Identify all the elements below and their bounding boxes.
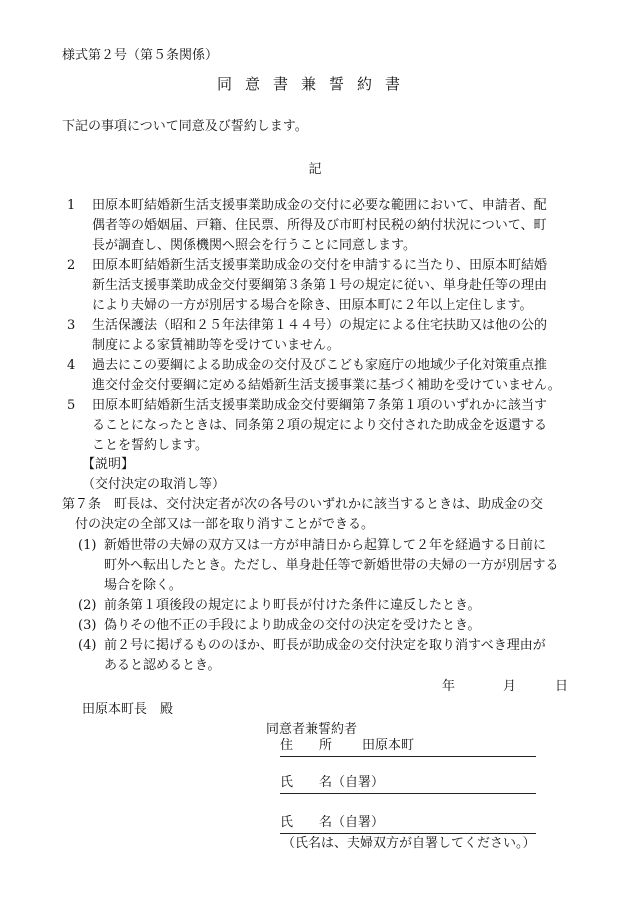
signer-title: 同意者兼誓約者 [266,722,358,737]
name-field-2[interactable] [280,813,536,834]
form-number: 様式第２号（第５条関係） [62,48,219,63]
item-line: 生活保護法（昭和２５年法律第１４４号）の規定による住宅扶助又は他の公的 [92,318,548,333]
subitem-line: 前条第１項後段の規定により町長が付けた条件に違反したとき。 [104,598,481,613]
page-title: 同意書兼誓約書 [216,75,413,93]
item-line: により夫婦の一方が別居する場合を除き、田原本町に２年以上定住します。 [92,298,533,313]
subitem-number: (4) [78,638,97,653]
signature-note: （氏名は、夫婦双方が自署してください。） [282,836,536,851]
item-line: 田原本町結婚新生活支援事業助成金の交付に必要な範囲において、申請者、配 [92,198,547,213]
date-year: 年 [442,679,456,694]
subitem-number: (1) [78,538,97,553]
date-day: 日 [555,679,569,694]
subitem-line: 町外へ転出したとき。ただし、単身赴任等で新婚世帯の夫婦の一方が別居する [104,558,559,573]
ki-heading: 記 [308,162,322,177]
item-line: ることになったときは、同条第２項の規定により交付された助成金を返還する [92,418,548,433]
item-line: 新生活支援事業助成金交付要綱第３条第１号の規定に従い、単身赴任等の理由 [92,278,548,293]
item-number: 2 [67,258,76,273]
subitem-line: 新婚世帯の夫婦の双方又は一方が申請日から起算して２年を経過する日前に [104,538,547,553]
subitem-line: あると認めるとき。 [104,658,221,673]
explanation-subheading: （交付決定の取消し等） [82,477,226,492]
item-line: 長が調査し、関係機関へ照会を行うことに同意します。 [92,238,416,253]
address-field[interactable] [280,736,536,757]
item-number: 5 [67,398,76,413]
explanation-heading: 【説明】 [82,457,135,472]
address-label: 住 所 [280,738,333,753]
name-field-1[interactable] [280,773,536,794]
subitem-line: 偽りその他不正の手段により助成金の交付の決定を受けたとき。 [104,618,481,633]
name-label: 氏 名（自署） [280,815,385,830]
subitem-number: (3) [78,618,97,633]
address-value: 田原本町 [362,738,415,753]
item-number: 3 [67,318,76,333]
item-line: 進交付金交付要綱に定める結婚新生活支援事業に基づく補助を受けていません。 [92,378,561,393]
item-line: 田原本町結婚新生活支援事業助成金交付要綱第７条第１項のいずれかに該当す [92,398,548,413]
item-line: 偶者等の婚姻届、戸籍、住民票、所得及び市町村民税の納付状況について、町 [92,218,547,233]
subitem-number: (2) [78,598,97,613]
item-line: 田原本町結婚新生活支援事業助成金の交付を申請するに当たり、田原本町結婚 [92,258,548,273]
subitem-line: 前２号に掲げるもののほか、町長が助成金の交付決定を取り消すべき理由が [104,638,546,653]
item-line: 過去にこの要綱による助成金の交付及びこども家庭庁の地域少子化対策重点推 [92,358,548,373]
item-line: ことを誓約します。 [92,438,208,453]
item-line: 制度による家賃補助等を受けていません。 [92,338,340,353]
article-line: 付の決定の全部又は一部を取り消すことができる。 [62,517,375,532]
date-month: 月 [503,679,517,694]
intro-text: 下記の事項について同意及び誓約します。 [62,119,308,134]
subitem-line: 場合を除く。 [104,578,182,593]
item-number: 4 [67,358,76,373]
item-number: 1 [67,198,76,213]
addressee: 田原本町長 殿 [82,702,174,717]
name-label: 氏 名（自署） [280,775,385,790]
article-line: 第７条 町長は、交付決定者が次の各号のいずれかに該当するときは、助成金の交 [62,497,544,512]
